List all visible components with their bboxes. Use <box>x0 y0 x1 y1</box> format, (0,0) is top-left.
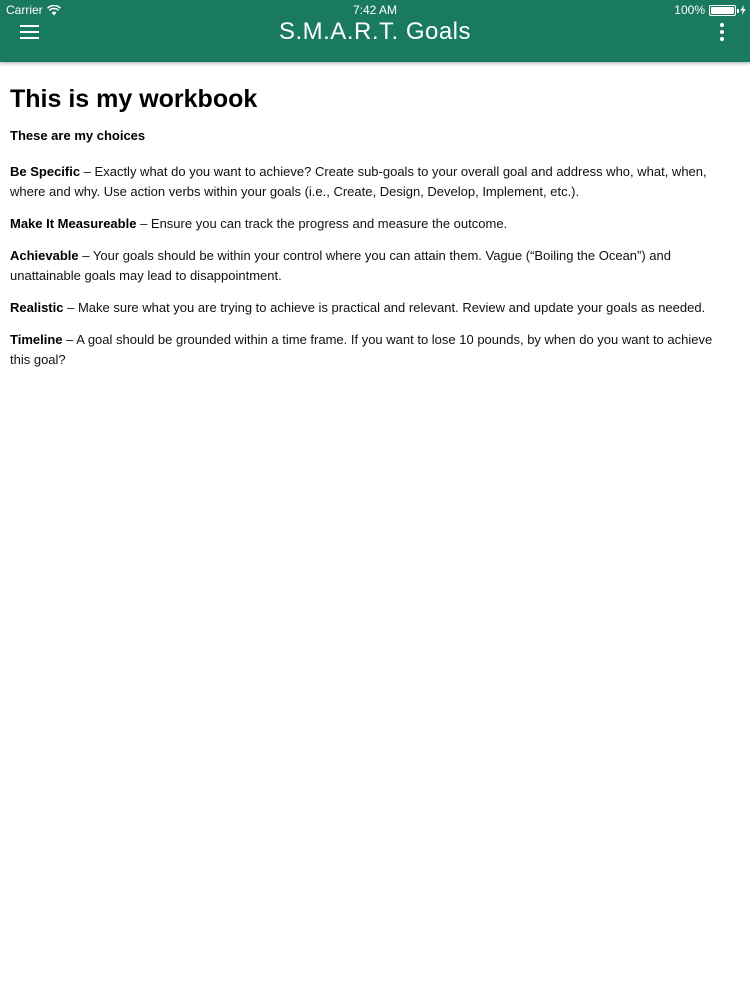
more-dot <box>720 23 724 27</box>
battery-group <box>674 3 746 17</box>
goal-description: – Ensure you can track the progress and measure the outcome. <box>136 216 508 231</box>
more-dot <box>720 37 724 41</box>
goal-term: Realistic <box>10 300 64 315</box>
goal-description: – Exactly what do you want to achieve? Create sub-goals to your overall goal and address who, what, when, where and why. Use action verbs within your goals (i.e., Create, Design, Develop, Implement, etc.). <box>10 164 707 199</box>
goal-description: – Make sure what you are trying to achieve is practical and relevant. Review and update your goals as needed. <box>63 300 706 315</box>
workbook-heading: This is my workbook <box>10 85 258 113</box>
goal-realistic <box>10 298 735 318</box>
goal-specific <box>10 162 735 202</box>
goal-term: Achievable <box>10 248 79 263</box>
goal-term: Make It Measureable <box>10 216 137 231</box>
page-title: S.M.A.R.T. Goals <box>278 18 472 45</box>
goal-measureable <box>10 214 735 234</box>
goal-achievable <box>10 246 735 286</box>
choices-subheading: These are my choices <box>10 128 146 143</box>
battery-icon <box>709 5 736 16</box>
goal-term: Timeline <box>10 332 63 347</box>
goal-description: – A goal should be grounded within a time frame. If you want to lose 10 pounds, by when do you want to achieve this goal? <box>10 332 713 367</box>
battery-percentage: 100% <box>674 3 705 17</box>
goal-timeline <box>10 330 735 370</box>
workbook-content <box>10 84 735 382</box>
app-header <box>0 0 750 62</box>
goal-description: – Your goals should be within your control where you can attain them. Vague (“Boiling the Ocean”) and unattainable goals may lead to disappointment. <box>10 248 671 283</box>
more-vertical-icon[interactable] <box>718 22 726 42</box>
charging-bolt-icon <box>740 5 746 15</box>
goal-term: Be Specific <box>10 164 81 179</box>
battery-fill <box>711 7 734 14</box>
battery-nub <box>737 9 739 13</box>
more-dot <box>720 30 724 34</box>
status-time: 7:42 AM <box>352 3 398 17</box>
carrier-label: Carrier <box>6 3 43 17</box>
